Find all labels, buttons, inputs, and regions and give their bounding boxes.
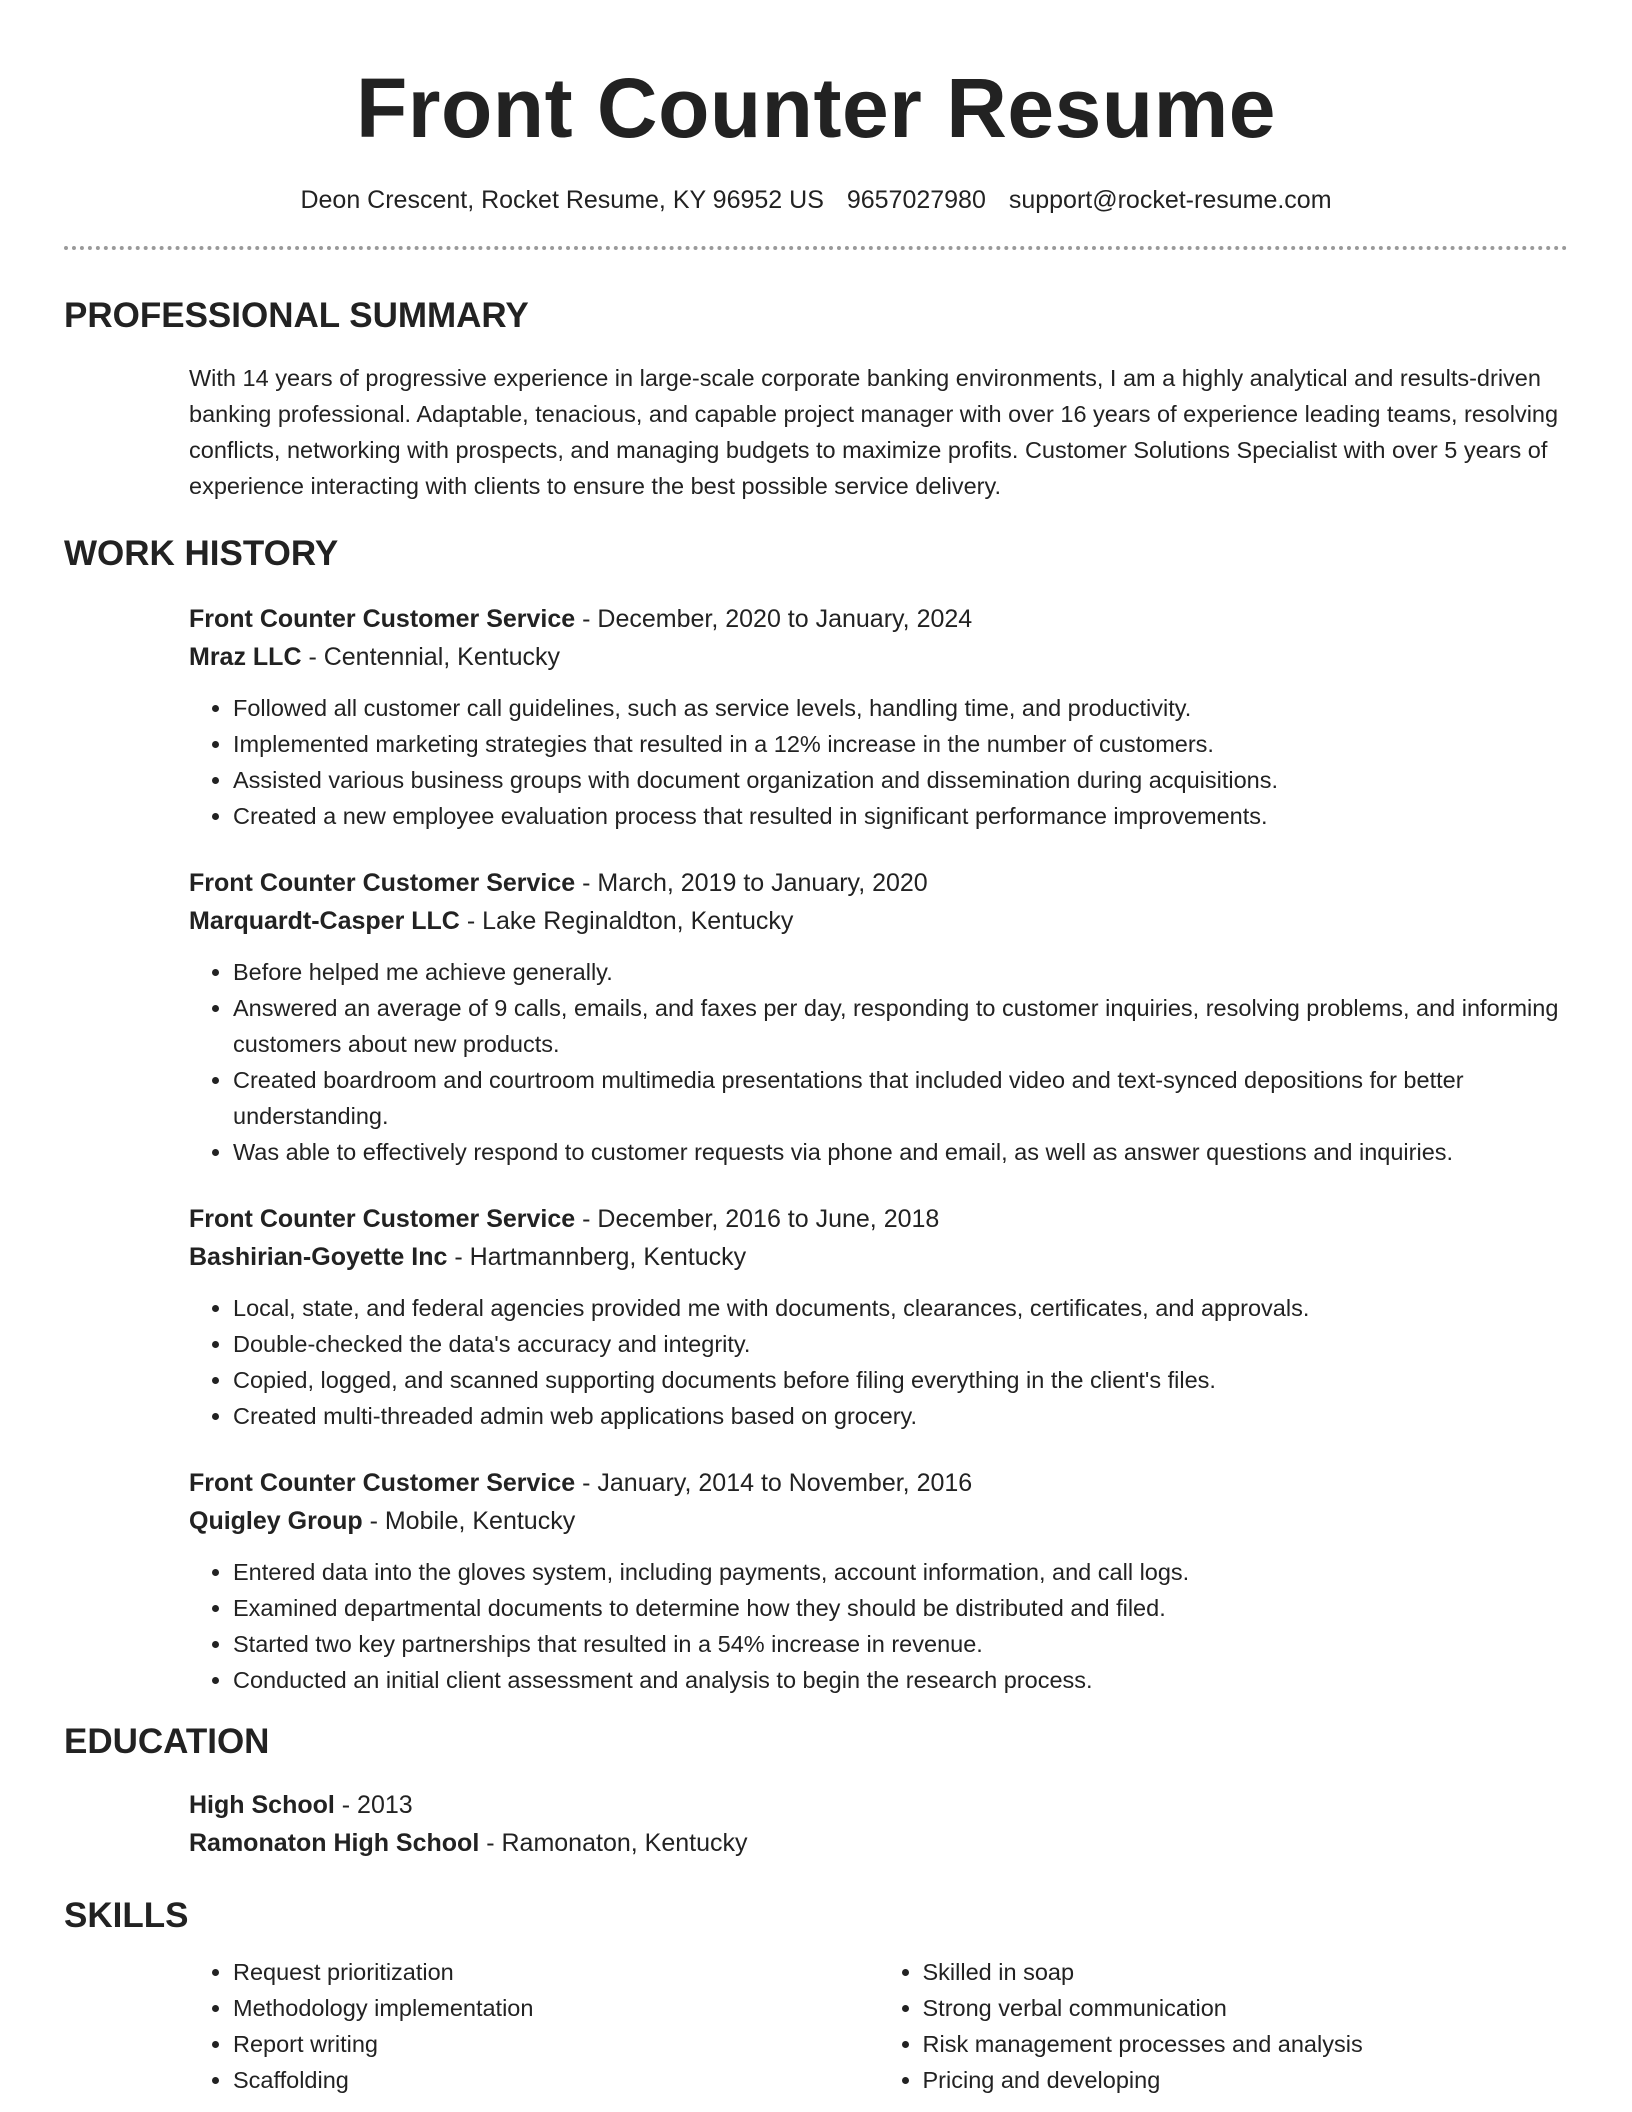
job-title-line	[189, 864, 1568, 902]
job-location: - Centennial, Kentucky	[301, 643, 560, 671]
contact-email: support@rocket-resume.com	[1008, 186, 1332, 214]
job-company-line	[189, 638, 1568, 676]
skill-item: • Methodology implementation	[233, 1990, 879, 2026]
job-bullet: • Followed all customer call guidelines, such as service levels, handling time, and productivity.	[233, 690, 1568, 726]
job-company-line	[189, 1238, 1568, 1276]
job-bullet: • Was able to effectively respond to customer requests via phone and email, as well as answer questions and inquiries.	[233, 1134, 1568, 1170]
skills-list	[189, 1954, 1568, 2098]
job-location: - Mobile, Kentucky	[362, 1507, 576, 1535]
job-entry	[189, 1464, 1568, 1698]
job-bullet: • Entered data into the gloves system, including payments, account information, and call logs.	[233, 1554, 1568, 1590]
work-history-heading: WORK HISTORY	[64, 534, 339, 573]
education-degree: High School	[189, 1791, 335, 1819]
job-bullet: • Created a new employee evaluation process that resulted in significant performance improvements.	[233, 798, 1568, 834]
job-title: Front Counter Customer Service	[189, 1469, 576, 1497]
contact-phone: 9657027980	[846, 186, 986, 214]
education-location: - Ramonaton, Kentucky	[479, 1829, 748, 1857]
job-title-line	[189, 1200, 1568, 1238]
skills-column-left	[189, 1954, 879, 2098]
job-dates: - December, 2020 to January, 2024	[575, 605, 973, 633]
job-entry	[189, 1200, 1568, 1434]
skills-column-right	[879, 1954, 1569, 2098]
job-company: Marquardt-Casper LLC	[189, 907, 460, 935]
job-bullet: • Conducted an initial client assessment and analysis to begin the research process.	[233, 1662, 1568, 1698]
job-bullet: • Implemented marketing strategies that resulted in a 12% increase in the number of customers.	[233, 726, 1568, 762]
job-company-line	[189, 902, 1568, 940]
skill-item: • Strong verbal communication	[923, 1990, 1569, 2026]
job-title-line	[189, 1464, 1568, 1502]
job-bullet: • Local, state, and federal agencies provided me with documents, clearances, certificates, and approvals.	[233, 1290, 1568, 1326]
job-bullets	[189, 954, 1568, 1170]
job-bullet: • Copied, logged, and scanned supporting documents before filing everything in the client's files.	[233, 1362, 1568, 1398]
education-school-line	[189, 1824, 1568, 1862]
header-divider	[64, 246, 1568, 250]
job-bullet: • Answered an average of 9 calls, emails, and faxes per day, responding to customer inquiries, resolving problems, and informing customers about new products.	[233, 990, 1568, 1062]
education-heading: EDUCATION	[64, 1722, 270, 1761]
job-bullets	[189, 1554, 1568, 1698]
job-title: Front Counter Customer Service	[189, 869, 576, 897]
job-dates: - March, 2019 to January, 2020	[575, 869, 928, 897]
skill-item: • Request prioritization	[233, 1954, 879, 1990]
skill-item: • Report writing	[233, 2026, 879, 2062]
education-year: - 2013	[334, 1791, 413, 1819]
job-location: - Lake Reginaldton, Kentucky	[459, 907, 794, 935]
resume-title: Front Counter Resume	[355, 61, 1277, 155]
job-title-line	[189, 600, 1568, 638]
job-company: Mraz LLC	[189, 643, 302, 671]
job-bullets	[189, 690, 1568, 834]
skill-item: • Risk management processes and analysis	[923, 2026, 1569, 2062]
job-company-line	[189, 1502, 1568, 1540]
summary-heading: PROFESSIONAL SUMMARY	[64, 296, 529, 335]
job-title: Front Counter Customer Service	[189, 605, 576, 633]
job-bullet: • Examined departmental documents to determine how they should be distributed and filed.	[233, 1590, 1568, 1626]
resume-page	[64, 0, 1568, 2098]
education-school: Ramonaton High School	[189, 1829, 480, 1857]
skill-item: • Pricing and developing	[923, 2062, 1569, 2098]
job-dates: - December, 2016 to June, 2018	[575, 1205, 940, 1233]
job-bullets	[189, 1290, 1568, 1434]
job-company: Bashirian-Goyette Inc	[189, 1243, 448, 1271]
job-bullet: • Started two key partnerships that resulted in a 54% increase in revenue.	[233, 1626, 1568, 1662]
job-bullet: • Created boardroom and courtroom multimedia presentations that included video and text-synced depositions for better understanding.	[233, 1062, 1568, 1134]
contact-address: Deon Crescent, Rocket Resume, KY 96952 US	[300, 186, 824, 214]
job-bullet: • Before helped me achieve generally.	[233, 954, 1568, 990]
job-location: - Hartmannberg, Kentucky	[447, 1243, 747, 1271]
skill-item: • Skilled in soap	[923, 1954, 1569, 1990]
job-dates: - January, 2014 to November, 2016	[575, 1469, 973, 1497]
job-company: Quigley Group	[189, 1507, 363, 1535]
education-entry	[189, 1786, 1568, 1862]
skill-item: • Scaffolding	[233, 2062, 879, 2098]
job-bullet: • Double-checked the data's accuracy and integrity.	[233, 1326, 1568, 1362]
job-bullet: • Created multi-threaded admin web applications based on grocery.	[233, 1398, 1568, 1434]
job-title: Front Counter Customer Service	[189, 1205, 576, 1233]
education-degree-line	[189, 1786, 1568, 1824]
job-bullet: • Assisted various business groups with document organization and dissemination during acquisitions.	[233, 762, 1568, 798]
summary-text: With 14 years of progressive experience in large-scale corporate banking environments, I am a highly analytical and results-driven banking professional. Adaptable, tenacious, and capable project manager with over 16 years of experience leading teams, resolving conflicts, networking with prospects, and managing budgets to maximize profits. Customer Solutions Specialist with over 5 years of experience interacting with clients to ensure the best possible service delivery.	[189, 365, 1559, 499]
skills-heading: SKILLS	[64, 1896, 189, 1935]
job-entry	[189, 600, 1568, 834]
contact-line	[64, 184, 1568, 216]
job-entry	[189, 864, 1568, 1170]
